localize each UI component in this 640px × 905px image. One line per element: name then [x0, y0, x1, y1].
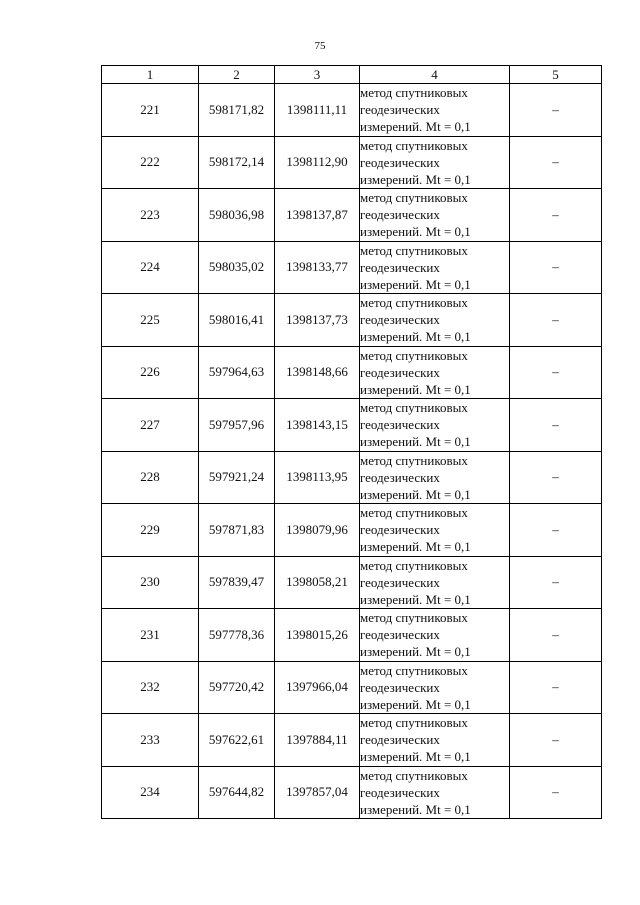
method-line: геодезических [360, 102, 440, 118]
coord-x: 598036,98 [199, 189, 275, 242]
point-number: 233 [102, 714, 199, 767]
coord-y: 1397857,04 [275, 766, 360, 819]
method-line: метод спутниковых [360, 400, 468, 416]
method-line: метод спутниковых [360, 85, 468, 101]
header-col-3: 3 [275, 66, 360, 84]
method-line: геодезических [360, 207, 440, 223]
method-line: измерений. Mt = 0,1 [360, 381, 471, 397]
coord-x: 598172,14 [199, 136, 275, 189]
coord-y: 1397884,11 [275, 714, 360, 767]
method-line: измерений. Mt = 0,1 [360, 434, 471, 450]
coord-x: 598016,41 [199, 294, 275, 347]
method-line: измерений. Mt = 0,1 [360, 749, 471, 765]
method-cell [360, 714, 510, 767]
coord-x: 597964,63 [199, 346, 275, 399]
method-line: метод спутниковых [360, 767, 468, 783]
coord-y: 1398137,73 [275, 294, 360, 347]
point-number: 224 [102, 241, 199, 294]
coord-x: 598035,02 [199, 241, 275, 294]
method-line: геодезических [360, 522, 440, 538]
method-cell [360, 84, 510, 137]
method-cell [360, 556, 510, 609]
header-col-1: 1 [102, 66, 199, 84]
dash-cell: – [510, 661, 602, 714]
method-line: измерений. Mt = 0,1 [360, 119, 471, 135]
coord-y: 1398112,90 [275, 136, 360, 189]
point-number: 225 [102, 294, 199, 347]
table-row [102, 346, 602, 399]
table-row [102, 556, 602, 609]
method-line: геодезических [360, 627, 440, 643]
coord-y: 1398143,15 [275, 399, 360, 452]
method-line: геодезических [360, 574, 440, 590]
method-cell [360, 451, 510, 504]
method-line: геодезических [360, 469, 440, 485]
coord-y: 1398079,96 [275, 504, 360, 557]
method-line: метод спутниковых [360, 242, 468, 258]
coord-x: 597957,96 [199, 399, 275, 452]
dash-cell: – [510, 84, 602, 137]
coord-x: 597644,82 [199, 766, 275, 819]
dash-cell: – [510, 136, 602, 189]
dash-cell: – [510, 714, 602, 767]
coord-y: 1398148,66 [275, 346, 360, 399]
method-line: метод спутниковых [360, 452, 468, 468]
method-line: измерений. Mt = 0,1 [360, 329, 471, 345]
table-row [102, 451, 602, 504]
coord-x: 597778,36 [199, 609, 275, 662]
method-line: геодезических [360, 312, 440, 328]
method-cell [360, 661, 510, 714]
method-cell [360, 294, 510, 347]
point-number: 227 [102, 399, 199, 452]
point-number: 234 [102, 766, 199, 819]
method-line: метод спутниковых [360, 347, 468, 363]
coord-y: 1398058,21 [275, 556, 360, 609]
method-line: метод спутниковых [360, 715, 468, 731]
point-number: 230 [102, 556, 199, 609]
table-row [102, 766, 602, 819]
point-number: 221 [102, 84, 199, 137]
header-col-5: 5 [510, 66, 602, 84]
method-cell [360, 399, 510, 452]
dash-cell: – [510, 346, 602, 399]
table-row [102, 241, 602, 294]
page-number: 75 [314, 40, 326, 52]
coord-y: 1398113,95 [275, 451, 360, 504]
coord-x: 597622,61 [199, 714, 275, 767]
method-line: геодезических [360, 784, 440, 800]
coord-y: 1398133,77 [275, 241, 360, 294]
method-line: измерений. Mt = 0,1 [360, 644, 471, 660]
method-line: метод спутниковых [360, 662, 468, 678]
table-body [102, 84, 602, 819]
method-line: измерений. Mt = 0,1 [360, 224, 471, 240]
method-cell [360, 504, 510, 557]
table-row [102, 609, 602, 662]
method-line: геодезических [360, 364, 440, 380]
coord-x: 597921,24 [199, 451, 275, 504]
method-line: геодезических [360, 259, 440, 275]
dash-cell: – [510, 451, 602, 504]
method-line: геодезических [360, 732, 440, 748]
header-col-2: 2 [199, 66, 275, 84]
method-line: метод спутниковых [360, 557, 468, 573]
table-row [102, 399, 602, 452]
point-number: 232 [102, 661, 199, 714]
point-number: 226 [102, 346, 199, 399]
point-number: 223 [102, 189, 199, 242]
method-line: измерений. Mt = 0,1 [360, 539, 471, 555]
method-line: измерений. Mt = 0,1 [360, 276, 471, 292]
coord-x: 597720,42 [199, 661, 275, 714]
dash-cell: – [510, 504, 602, 557]
method-line: геодезических [360, 417, 440, 433]
method-line: измерений. Mt = 0,1 [360, 591, 471, 607]
dash-cell: – [510, 766, 602, 819]
table-row [102, 136, 602, 189]
dash-cell: – [510, 556, 602, 609]
method-line: метод спутниковых [360, 505, 468, 521]
dash-cell: – [510, 241, 602, 294]
dash-cell: – [510, 399, 602, 452]
coordinates-table [101, 65, 602, 819]
method-line: измерений. Mt = 0,1 [360, 696, 471, 712]
coord-y: 1398137,87 [275, 189, 360, 242]
coord-x: 597839,47 [199, 556, 275, 609]
table-header-row [102, 66, 602, 84]
point-number: 222 [102, 136, 199, 189]
method-line: геодезических [360, 679, 440, 695]
coord-y: 1397966,04 [275, 661, 360, 714]
coord-x: 598171,82 [199, 84, 275, 137]
table-row [102, 84, 602, 137]
table-row [102, 189, 602, 242]
method-cell [360, 766, 510, 819]
method-cell [360, 241, 510, 294]
dash-cell: – [510, 609, 602, 662]
method-line: метод спутниковых [360, 610, 468, 626]
method-line: геодезических [360, 154, 440, 170]
method-cell [360, 346, 510, 399]
method-line: метод спутниковых [360, 190, 468, 206]
coord-y: 1398111,11 [275, 84, 360, 137]
table-row [102, 714, 602, 767]
method-line: измерений. Mt = 0,1 [360, 801, 471, 817]
table-row [102, 661, 602, 714]
point-number: 231 [102, 609, 199, 662]
point-number: 229 [102, 504, 199, 557]
method-line: измерений. Mt = 0,1 [360, 171, 471, 187]
header-col-4: 4 [360, 66, 510, 84]
dash-cell: – [510, 189, 602, 242]
method-line: измерений. Mt = 0,1 [360, 486, 471, 502]
method-cell [360, 189, 510, 242]
method-cell [360, 136, 510, 189]
coord-y: 1398015,26 [275, 609, 360, 662]
table-row [102, 504, 602, 557]
method-line: метод спутниковых [360, 295, 468, 311]
point-number: 228 [102, 451, 199, 504]
method-line: метод спутниковых [360, 137, 468, 153]
coord-x: 597871,83 [199, 504, 275, 557]
dash-cell: – [510, 294, 602, 347]
method-cell [360, 609, 510, 662]
table-row [102, 294, 602, 347]
